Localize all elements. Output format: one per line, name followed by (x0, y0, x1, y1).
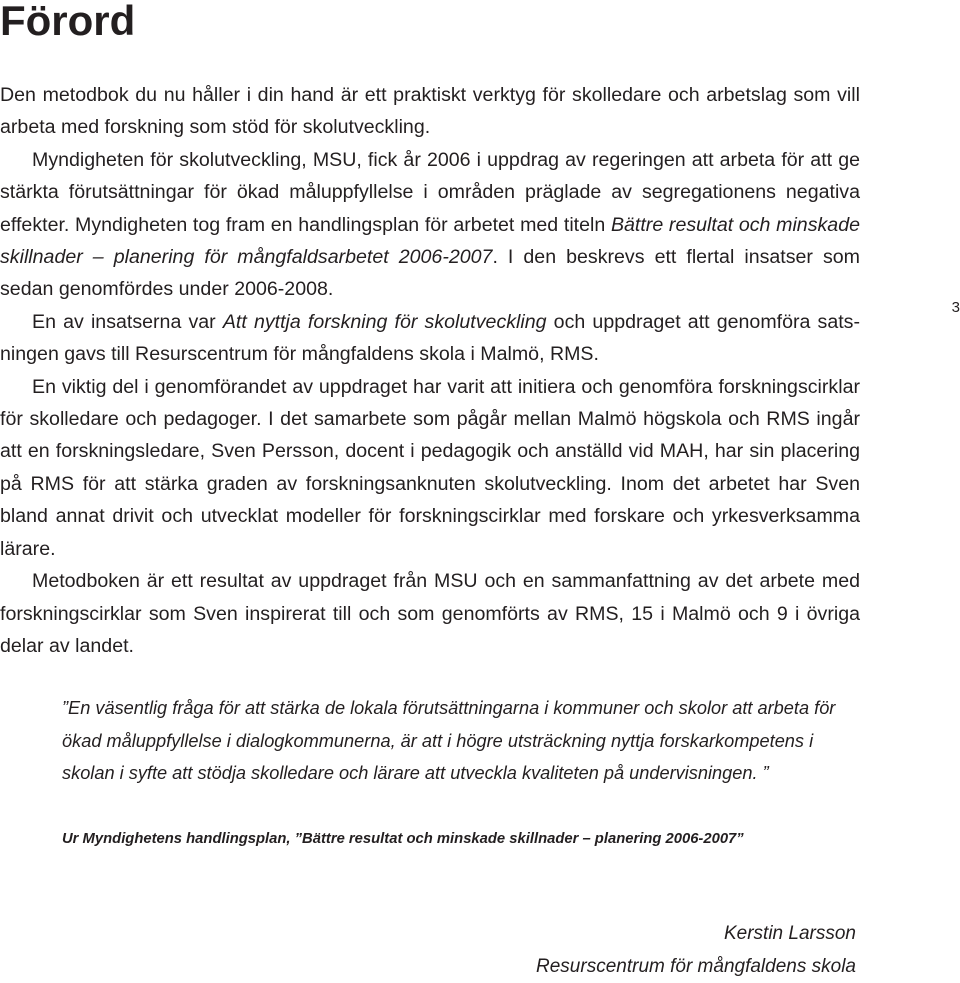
paragraph-research-circles: En viktig del i genomförandet av uppdraget har varit att initiera och genomföra forskningscirklar för skolledare och pedagoger. I det samarbete som pågår mellan Malmö högskola och RMS ingår att en forskningsledare, Sven Persson, docent i pedagogik och anställd vid MAH, har sin placering på RMS för att stärka graden av forskningsanknuten skolutveckling. Inom det arbetet har Sven bland annat drivit och utvecklat modeller för forskningscirklar med forskare och yrkesverksamma lärare. (0, 371, 860, 565)
paragraph-text: Myndigheten för skolutveckling, MSU, fick år 2006 i uppdrag av regeringen att arbeta för att ge stärkta förutsättningar för ökad måluppfyllelse i områden präglade av segregationens negativa effekter. Myndigheten tog fram en handlingsplan för arbetet med titeln (0, 149, 860, 236)
initiative-title-italic: Att nyttja forskning för skolutveckling (223, 311, 547, 333)
signature-organization: Resurscentrum för mångfaldens skola (536, 951, 856, 983)
page-title: Förord (0, 0, 135, 46)
paragraph-text: och uppdraget att genomföra satsningen gavs till Resurscentrum för mångfaldens skola i Malmö, RMS. (0, 311, 860, 365)
paragraph-msu-assignment (0, 144, 860, 306)
paragraph-intro: Den metodbok du nu håller i din hand är ett praktiskt verktyg för skolledare och arbetslag som vill arbeta med forskning som stöd för skolutveckling. (0, 79, 860, 144)
foreword-body (0, 79, 860, 662)
paragraph-text: . I den beskrevs ett flertal insatser som sedan genomfördes under 2006-2008. (0, 246, 860, 300)
paragraph-initiative (0, 306, 860, 371)
signature-block (536, 918, 856, 983)
page-number: 3 (952, 298, 960, 318)
document-title-italic: Bättre resultat och minskade skillnader – planering för mångfaldsarbetet 2006-2007 (0, 214, 860, 268)
block-quote: ”En väsentlig fråga för att stärka de lokala förutsättningarna i kommuner och skolor att arbeta för ökad måluppfyllelse i dialogkommunerna, är att i högre utsträckning nyttja forskarkompetens i skolan i syfte att stödja skolledare och lärare att utveckla kvaliteten på undervisningen. ” (62, 692, 842, 790)
paragraph-text: En av insatserna var (32, 311, 223, 333)
signature-name: Kerstin Larsson (536, 918, 856, 951)
quote-source: Ur Myndighetens handlingsplan, ”Bättre resultat och minskade skillnader – planering 2006-2007” (62, 829, 862, 849)
paragraph-method-book: Metodboken är ett resultat av uppdraget från MSU och en sammanfattning av det arbete med forskningscirklar som Sven inspirerat till och som genomförts av RMS, 15 i Malmö och 9 i övriga delar av landet. (0, 565, 860, 662)
